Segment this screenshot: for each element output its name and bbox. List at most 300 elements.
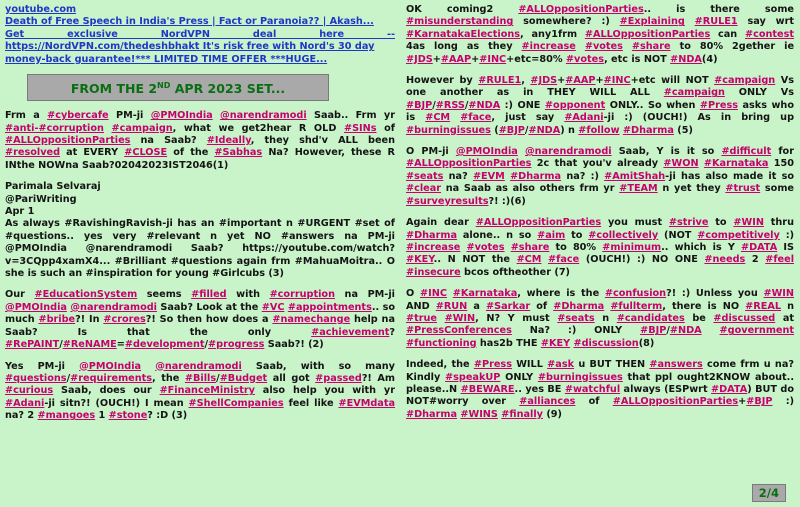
hashtag[interactable]: #stone bbox=[108, 410, 148, 422]
text-segment: .. which is Y bbox=[661, 241, 741, 253]
text-segment: As always #RavishingRavish-ji has an #important n #URGENT #set of #questions.. yes very #relevant n yet NO #answers na PM-ji @PMOIndia @narendramodi Saab? https://youtube.com/watch?v=3CQpp4xamX4... #Brilliant #questions again frm #MahuaMoitra.. O she is such an #inspiration for young #Girlcubs (3) bbox=[5, 218, 395, 280]
text-segment: alone.. n so bbox=[457, 229, 538, 241]
text-segment: Na? However, these R INthe NOWna Saab?02042023IST2046(1) bbox=[5, 147, 396, 171]
promo-prefix-link[interactable]: Get exclusive NordVPN deal here -- bbox=[5, 28, 395, 40]
text-segment: u BUT THEN bbox=[574, 359, 650, 371]
hashtag[interactable]: #achievement bbox=[311, 326, 390, 338]
hashtag[interactable]: #RUN bbox=[435, 300, 468, 312]
text-segment: , bbox=[521, 75, 531, 87]
text-segment: of the bbox=[167, 147, 215, 159]
hashtag[interactable]: #ALLOppositionParties bbox=[406, 158, 532, 170]
hashtag[interactable]: #contest bbox=[744, 28, 794, 40]
hashtag[interactable]: #BJP bbox=[640, 325, 667, 337]
text-segment: has2b THE bbox=[476, 337, 541, 349]
hashtag[interactable]: #PressConferences bbox=[406, 325, 512, 337]
text-segment: Again dear bbox=[406, 217, 476, 229]
text-segment: to 80% 2gether ie bbox=[670, 41, 795, 53]
hashtag[interactable]: #strive bbox=[668, 217, 709, 229]
text-segment: n bbox=[594, 312, 617, 324]
text-segment: , they shd'v ALL been bbox=[250, 135, 395, 146]
hashtag[interactable]: #EducationSystem bbox=[34, 289, 138, 301]
text-segment: 150 bbox=[768, 158, 794, 170]
hashtag[interactable]: #Budget bbox=[219, 372, 268, 384]
hashtag[interactable]: #REAL bbox=[745, 300, 782, 312]
text-segment: Na? :) ONLY bbox=[511, 325, 641, 337]
text-segment: / bbox=[204, 339, 209, 351]
hashtag[interactable]: @narendramodi bbox=[155, 360, 242, 372]
hashtag[interactable]: #follow bbox=[578, 124, 620, 136]
text-segment: :) bbox=[779, 229, 794, 241]
text-segment: -ji :) (OUCH!) As in bring up bbox=[603, 112, 794, 124]
hashtag[interactable]: #insecure bbox=[406, 266, 461, 278]
hashtag[interactable]: #Bills bbox=[184, 372, 217, 384]
text-segment: Saab?! (2) bbox=[264, 339, 324, 351]
hashtag[interactable]: #answers bbox=[649, 359, 703, 371]
text-segment: feel like bbox=[283, 397, 339, 409]
text-segment: / bbox=[432, 99, 436, 111]
hashtag[interactable]: #campaign bbox=[714, 75, 776, 87]
hashtag[interactable]: #Sabhas bbox=[214, 147, 263, 159]
text-segment: OK coming2 bbox=[406, 4, 519, 15]
hashtag[interactable]: #progress bbox=[208, 339, 265, 351]
youtube-link[interactable]: youtube.com bbox=[5, 4, 77, 15]
text-segment: , etc is NOT bbox=[603, 53, 671, 65]
text-segment bbox=[576, 41, 585, 52]
hashtag[interactable]: #Press bbox=[699, 99, 738, 111]
text-segment: na Saab? bbox=[130, 135, 207, 146]
hashtag[interactable]: #RULE1 bbox=[694, 16, 738, 28]
hashtag[interactable]: #NDA bbox=[669, 325, 702, 337]
text-segment: (8) bbox=[638, 337, 655, 349]
hashtag[interactable]: #crores bbox=[103, 314, 146, 326]
hashtag[interactable]: #WON bbox=[663, 158, 699, 170]
text-segment: n bbox=[781, 300, 794, 312]
text-segment: IS bbox=[777, 241, 794, 253]
hashtag[interactable]: #BJP bbox=[498, 124, 525, 136]
text-segment: of bbox=[530, 300, 554, 312]
text-segment: , where is the bbox=[517, 288, 605, 300]
hashtag[interactable]: #Press bbox=[473, 359, 512, 371]
hashtag[interactable]: #RePAINT bbox=[5, 339, 60, 351]
hashtag[interactable]: #Karnataka bbox=[452, 288, 518, 300]
text-segment bbox=[450, 112, 460, 123]
hashtag[interactable]: #trust bbox=[725, 183, 761, 195]
text-segment: ) n bbox=[560, 124, 579, 136]
hashtag[interactable]: #Explaining bbox=[619, 16, 685, 28]
hashtag[interactable]: #confusion bbox=[604, 288, 667, 300]
hashtag[interactable]: #anti-#corruption bbox=[5, 122, 104, 134]
hashtag[interactable]: #Dharma bbox=[510, 170, 562, 182]
text-segment: 4as long as they bbox=[406, 41, 522, 53]
hashtag[interactable]: #namechange bbox=[272, 314, 351, 326]
hashtag[interactable]: #AAP bbox=[440, 53, 472, 65]
hashtag[interactable]: #CLOSE bbox=[124, 147, 168, 159]
text-segment: of bbox=[376, 122, 395, 134]
hashtag[interactable]: #appointments bbox=[287, 301, 372, 313]
text-segment: @PariWriting bbox=[5, 193, 77, 205]
text-segment: :) bbox=[772, 396, 794, 408]
text-segment: :) ONE bbox=[500, 99, 545, 111]
text-segment: na? :) bbox=[561, 170, 605, 182]
text-segment: 2c that you'v already bbox=[531, 158, 664, 170]
hashtag[interactable]: #votes bbox=[565, 53, 604, 65]
hashtag[interactable]: #ALLOppositionParties bbox=[5, 135, 131, 146]
hashtag[interactable]: #JDS bbox=[530, 75, 558, 87]
hashtag[interactable]: #INC bbox=[420, 288, 447, 300]
hashtag[interactable]: #discussion bbox=[573, 337, 639, 349]
tweet-paragraph bbox=[5, 361, 395, 423]
text-segment: Apr 1 bbox=[5, 206, 35, 218]
tweet-paragraph bbox=[406, 4, 794, 66]
text-segment: seems bbox=[137, 289, 192, 301]
hashtag[interactable]: #difficult bbox=[721, 146, 772, 158]
hashtag[interactable]: #competitively bbox=[697, 229, 780, 241]
hashtag[interactable]: #opponent bbox=[544, 99, 606, 111]
hashtag[interactable]: #WIN bbox=[733, 217, 764, 229]
text-segment: -ji sitn?! (OUCH!) I mean bbox=[44, 397, 189, 409]
text-segment: Yes PM-ji bbox=[5, 360, 80, 372]
hashtag[interactable]: @narendramodi bbox=[524, 146, 612, 158]
text-segment: be bbox=[684, 312, 714, 324]
text-segment: .. yes BE bbox=[514, 383, 565, 395]
hashtag[interactable]: #true bbox=[406, 312, 437, 324]
hashtag[interactable]: #share bbox=[631, 41, 671, 53]
tweet-paragraph bbox=[5, 289, 395, 351]
text-segment: some bbox=[760, 183, 794, 195]
text-segment: PM-ji bbox=[108, 110, 151, 122]
tweet-paragraph bbox=[406, 217, 794, 279]
tweet-paragraph bbox=[406, 146, 794, 208]
hashtag[interactable]: #Karnataka bbox=[703, 158, 769, 170]
hashtag[interactable]: #Dharma bbox=[622, 124, 674, 136]
hashtag[interactable]: #discussed bbox=[713, 312, 776, 324]
hashtag[interactable]: #EVMdata bbox=[338, 397, 395, 409]
text-segment: can bbox=[710, 28, 745, 40]
hashtag[interactable]: #ALLOppositionParties bbox=[584, 28, 711, 40]
text-segment: ?! So then how does a bbox=[145, 314, 273, 326]
hashtag[interactable]: #BJP bbox=[406, 99, 433, 111]
text-segment: na? bbox=[443, 170, 473, 182]
hashtag[interactable]: #ALLOppositionParties bbox=[612, 396, 739, 408]
text-segment: / bbox=[59, 339, 63, 351]
hashtag[interactable]: #ReNAME bbox=[62, 339, 117, 351]
hashtag[interactable]: #Sarkar bbox=[486, 300, 531, 312]
text-segment: Saab, does our bbox=[53, 385, 160, 397]
text-segment: 2 bbox=[745, 254, 766, 266]
text-segment: come frm u na? Kindly bbox=[406, 359, 794, 383]
hashtag[interactable]: #watchful bbox=[564, 383, 621, 395]
hashtag[interactable]: #collectively bbox=[588, 229, 659, 241]
text-segment: .. N NOT the bbox=[433, 254, 517, 266]
hashtag[interactable]: @PMOIndia bbox=[5, 301, 67, 313]
tweet-paragraph bbox=[406, 75, 794, 137]
text-segment: to bbox=[708, 217, 734, 229]
text-segment: with bbox=[226, 289, 270, 301]
text-segment: / bbox=[464, 99, 469, 111]
hashtag[interactable]: @narendramodi bbox=[220, 110, 307, 122]
hashtag[interactable]: #Adani bbox=[564, 112, 604, 124]
text-segment: + bbox=[595, 75, 604, 87]
text-segment: ?! In bbox=[75, 314, 104, 326]
hashtag[interactable]: #AmitShah bbox=[604, 170, 666, 182]
hashtag[interactable]: #functioning bbox=[406, 337, 477, 349]
hashtag[interactable]: #WIN bbox=[444, 312, 476, 324]
text-segment: always (ESPwrt bbox=[620, 383, 712, 395]
text-segment: + bbox=[432, 53, 441, 65]
page-indicator: 2/4 bbox=[752, 484, 786, 502]
hashtag[interactable]: @PMOIndia bbox=[79, 360, 142, 372]
hashtag[interactable]: #DATA bbox=[711, 383, 748, 395]
text-segment: / bbox=[66, 372, 71, 384]
text-segment: of bbox=[575, 396, 613, 408]
tweet-paragraph bbox=[5, 110, 395, 172]
hashtag[interactable]: #candidates bbox=[616, 312, 685, 324]
text-segment: , what we get2hear R OLD bbox=[172, 122, 344, 134]
banner-superscript: ND bbox=[157, 81, 171, 91]
hashtag[interactable]: #BJP bbox=[746, 396, 773, 408]
hashtag[interactable]: #NDA bbox=[528, 124, 561, 136]
hashtag[interactable]: #Adani bbox=[5, 397, 45, 409]
text-segment: WILL bbox=[511, 359, 548, 371]
right-paragraphs bbox=[406, 4, 794, 421]
hashtag[interactable]: #alliances bbox=[519, 396, 576, 408]
hashtag[interactable]: #clear bbox=[406, 183, 442, 195]
text-segment: ? :D (3) bbox=[147, 410, 188, 422]
tweet-paragraph bbox=[406, 288, 794, 350]
text-segment: thru bbox=[763, 217, 794, 229]
text-segment: for bbox=[771, 146, 794, 158]
hashtag[interactable]: #filled bbox=[191, 289, 227, 301]
text-segment: + bbox=[557, 75, 566, 87]
right-column bbox=[406, 4, 794, 503]
text-segment: Our bbox=[5, 289, 35, 301]
hashtag[interactable]: #NDA bbox=[670, 53, 702, 65]
hashtag[interactable]: #INC bbox=[603, 75, 631, 87]
hashtag[interactable]: #JDS bbox=[406, 53, 433, 65]
text-segment: (9) bbox=[542, 408, 562, 420]
hashtag[interactable]: #corruption bbox=[269, 289, 335, 301]
text-segment: Parimala Selvaraj bbox=[5, 181, 101, 193]
hashtag[interactable]: #CM bbox=[425, 112, 451, 124]
text-segment: Saab? Look at the bbox=[156, 301, 262, 313]
hashtag[interactable]: #VC bbox=[261, 301, 285, 313]
text-segment: .. is there some bbox=[643, 4, 794, 15]
text-segment bbox=[685, 16, 695, 27]
text-segment: / bbox=[216, 372, 220, 384]
text-segment: O PM-ji bbox=[406, 146, 456, 158]
text-segment: .. so much bbox=[5, 301, 396, 326]
text-segment: , the bbox=[152, 372, 185, 384]
text-segment: +etc will NOT bbox=[630, 75, 715, 87]
text-segment: at EVERY bbox=[60, 147, 125, 159]
hashtag[interactable]: #passed bbox=[315, 372, 362, 384]
hashtag[interactable]: #fullterm bbox=[610, 300, 663, 312]
hashtag[interactable]: #burningissues bbox=[537, 371, 623, 383]
hashtag[interactable]: #WIN bbox=[763, 288, 795, 300]
text-segment: na PM-ji bbox=[334, 289, 395, 301]
hashtag[interactable]: #FinanceMinistry bbox=[159, 385, 255, 397]
text-segment bbox=[518, 146, 525, 157]
hashtag[interactable]: #face bbox=[548, 254, 580, 266]
text-segment bbox=[104, 123, 112, 134]
hashtag[interactable]: #ShellCompanies bbox=[188, 397, 284, 409]
text-segment: ?! :) Unless you bbox=[666, 288, 764, 300]
text-segment: Frm a bbox=[5, 110, 48, 122]
text-segment: + bbox=[471, 53, 480, 65]
text-segment: help na Saab? Is that the only bbox=[5, 314, 395, 338]
hashtag[interactable]: #RULE1 bbox=[478, 75, 522, 87]
nordvpn-link[interactable]: https://NordVPN.com/thedeshbhakt It's risk free with Nord's 30 day money-back guarantee!*** LIMITED TIME OFFER ***HUGE... bbox=[5, 41, 375, 65]
banner-text-suffix: APR 2023 SET... bbox=[170, 81, 286, 97]
text-segment: (4) bbox=[701, 53, 718, 65]
hashtag[interactable]: #aim bbox=[537, 229, 566, 241]
section-banner bbox=[27, 74, 329, 101]
text-segment: Indeed, the bbox=[406, 359, 474, 371]
hashtag[interactable]: #ask bbox=[547, 359, 575, 371]
hashtag[interactable]: #seats bbox=[557, 312, 595, 324]
hashtag[interactable]: #AAP bbox=[565, 75, 596, 87]
text-segment: ?! :)(6) bbox=[488, 195, 526, 207]
tweet-paragraph bbox=[5, 181, 395, 280]
hashtag[interactable]: #curious bbox=[5, 385, 54, 397]
text-segment: somewhere? :) bbox=[513, 16, 620, 28]
text-segment: O bbox=[406, 288, 420, 300]
left-paragraphs bbox=[5, 110, 395, 422]
text-segment: that ppl ought2KNOW about.. please..N bbox=[406, 371, 794, 395]
text-segment bbox=[141, 361, 155, 372]
text-segment bbox=[623, 41, 632, 52]
text-segment: you must bbox=[601, 217, 669, 229]
hashtag[interactable]: #misunderstanding bbox=[406, 16, 514, 28]
text-segment: na? 2 bbox=[5, 410, 38, 422]
hashtag[interactable]: #government bbox=[719, 325, 795, 337]
hashtag[interactable]: #BEWARE bbox=[460, 383, 515, 395]
text-segment: / bbox=[666, 325, 670, 337]
text-segment: na Saab as also others frm yr bbox=[441, 183, 620, 195]
hashtag[interactable]: #EVM bbox=[472, 170, 505, 182]
hashtag[interactable]: #campaign bbox=[663, 87, 725, 99]
text-segment: also help you with yr bbox=[254, 385, 395, 397]
hashtag[interactable]: #mangoes bbox=[37, 410, 96, 422]
banner-text: FROM THE 2 bbox=[70, 81, 158, 97]
text-segment: , N? Y must bbox=[475, 312, 558, 324]
hashtag[interactable]: #burningissues bbox=[406, 124, 491, 136]
hashtag[interactable]: #increase bbox=[521, 41, 576, 53]
text-segment: AND bbox=[406, 300, 436, 312]
hashtag[interactable]: #bribe bbox=[38, 314, 76, 326]
text-segment: at bbox=[775, 312, 795, 324]
text-segment: , any1frm bbox=[520, 28, 585, 40]
hashtag[interactable]: #ALLOppositionParties bbox=[518, 4, 644, 15]
text-segment: +etc=80% bbox=[506, 53, 566, 65]
text-segment: Saab.. Frm yr bbox=[306, 110, 395, 122]
text-segment: = bbox=[116, 339, 125, 351]
hashtag[interactable]: #Dharma bbox=[553, 300, 605, 312]
video-title-link[interactable]: Death of Free Speech in India's Press | Fact or Paranoia?? | Akash... bbox=[5, 16, 374, 28]
hashtag[interactable]: #RSS bbox=[435, 99, 465, 111]
hashtag[interactable]: #share bbox=[510, 241, 550, 253]
text-segment: ONLY bbox=[500, 371, 538, 383]
text-segment: , there is NO bbox=[662, 300, 746, 312]
text-segment: (OUCH!) :) NO ONE bbox=[579, 254, 705, 266]
hashtag[interactable]: #CM bbox=[516, 254, 542, 266]
hashtag[interactable]: #seats bbox=[406, 170, 444, 182]
hashtag[interactable]: #KarnatakaElections bbox=[406, 28, 521, 40]
text-segment bbox=[213, 110, 220, 121]
hashtag[interactable]: #WINS bbox=[460, 408, 498, 420]
hashtag[interactable]: #Dharma bbox=[406, 408, 458, 420]
text-segment: However by bbox=[406, 75, 479, 87]
text-segment: (5) bbox=[673, 124, 693, 136]
hashtag[interactable]: #ALLOppositionParties bbox=[475, 217, 602, 229]
hashtag[interactable]: #finally bbox=[501, 408, 543, 420]
hashtag[interactable]: #requirements bbox=[70, 372, 153, 384]
text-segment: -ji has also made it so bbox=[665, 170, 795, 182]
hashtag[interactable]: #cybercafe bbox=[47, 110, 109, 122]
hashtag[interactable]: #TEAM bbox=[619, 183, 658, 195]
hashtag[interactable]: #INC bbox=[479, 53, 507, 65]
hashtag[interactable]: #KEY bbox=[406, 254, 434, 266]
text-segment bbox=[702, 325, 720, 336]
hashtag[interactable]: #needs bbox=[704, 254, 746, 266]
hashtag[interactable]: #face bbox=[460, 112, 492, 124]
hashtag[interactable]: #feel bbox=[765, 254, 795, 266]
text-segment: Vs one another as in THEY WILL ALL bbox=[406, 75, 794, 99]
hashtag[interactable]: #Dharma bbox=[406, 229, 458, 241]
hashtag[interactable]: #KEY bbox=[540, 337, 571, 349]
hashtag[interactable]: #NDA bbox=[468, 99, 501, 111]
hashtag[interactable]: #DATA bbox=[741, 241, 778, 253]
text-segment: bcos oftheother (7) bbox=[460, 266, 570, 278]
text-segment: asks who is bbox=[406, 99, 794, 124]
hashtag[interactable]: #campaign bbox=[111, 122, 173, 134]
hashtag[interactable]: #speakUP bbox=[445, 371, 501, 383]
text-segment: ONLY.. So when bbox=[605, 99, 700, 111]
tweet-paragraph bbox=[406, 359, 794, 421]
text-segment: say wrt bbox=[737, 16, 795, 28]
left-column bbox=[5, 4, 395, 503]
hashtag[interactable]: #development bbox=[124, 339, 205, 351]
hashtag[interactable]: #questions bbox=[5, 372, 67, 384]
text-segment: n yet they bbox=[657, 183, 726, 195]
text-segment: ?! Am bbox=[361, 372, 395, 384]
hashtag[interactable]: #increase bbox=[406, 241, 461, 253]
text-segment: + bbox=[738, 396, 747, 408]
hashtag[interactable]: @PMOIndia bbox=[455, 146, 518, 158]
text-segment: , just say bbox=[491, 112, 565, 124]
text-segment: to 80% bbox=[549, 241, 603, 253]
text-segment: Saab, with so many bbox=[241, 360, 395, 372]
text-segment: ONLY Vs bbox=[724, 87, 795, 99]
hashtag[interactable]: @narendramodi bbox=[70, 301, 157, 313]
hashtag[interactable]: @PMOIndia bbox=[150, 110, 213, 122]
promo-block bbox=[5, 4, 395, 66]
hashtag[interactable]: #surveyresults bbox=[406, 195, 489, 207]
text-segment: Saab, Y is it so bbox=[611, 146, 722, 158]
text-segment: ( bbox=[490, 124, 499, 136]
text-segment bbox=[437, 313, 445, 324]
hashtag[interactable]: #resolved bbox=[5, 147, 61, 159]
text-segment: 1 bbox=[95, 410, 109, 422]
hashtag[interactable]: #votes bbox=[584, 41, 623, 53]
hashtag[interactable]: #minimum bbox=[602, 241, 662, 253]
text-segment: all got bbox=[267, 372, 316, 384]
text-segment: to bbox=[565, 229, 589, 241]
hashtag[interactable]: #Ideally bbox=[206, 135, 251, 146]
hashtag[interactable]: #votes bbox=[466, 241, 505, 253]
text-segment: ? bbox=[389, 326, 395, 338]
hashtag[interactable]: #SINs bbox=[343, 122, 377, 134]
